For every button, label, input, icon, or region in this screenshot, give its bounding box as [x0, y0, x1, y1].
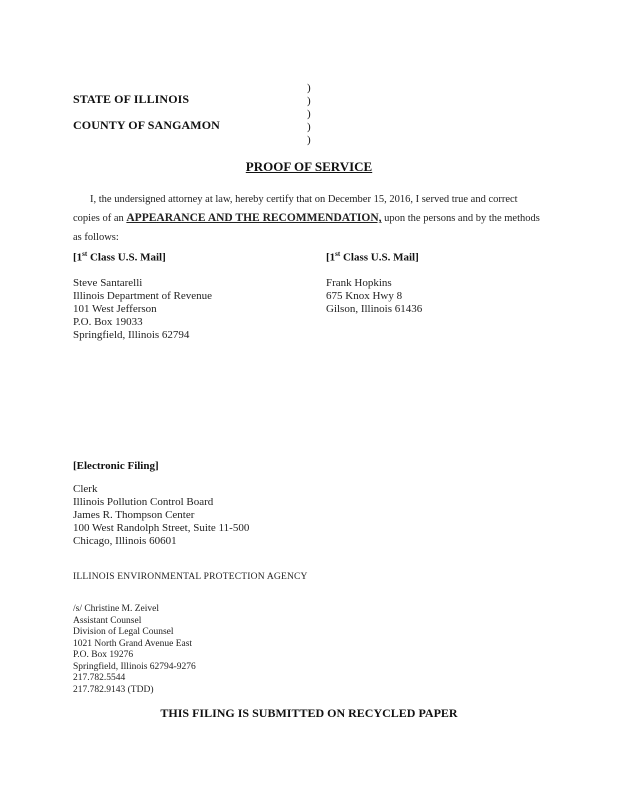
service-method-left	[73, 250, 166, 264]
address-block-electronic	[73, 483, 249, 548]
caption-paren: )	[307, 134, 311, 146]
service-method-right	[326, 250, 419, 264]
caption-state: STATE OF ILLINOIS	[73, 92, 190, 106]
document-names: APPEARANCE AND THE RECOMMENDATION,	[126, 212, 382, 224]
signature-block	[73, 604, 196, 696]
address-line: 100 West Randolph Street, Suite 11-500	[73, 522, 250, 534]
signature-line: 217.782.9143 (TDD)	[73, 684, 154, 695]
service-method-electronic: [Electronic Filing]	[73, 460, 159, 472]
method-suffix: Class U.S. Mail]	[87, 251, 166, 264]
address-line: 101 West Jefferson	[73, 303, 157, 315]
address-line: Steve Santarelli	[73, 277, 143, 289]
address-line: 675 Knox Hwy 8	[326, 290, 403, 302]
body-line-2-post: upon the persons and by the methods	[381, 213, 540, 224]
caption-paren: )	[307, 108, 311, 120]
signature-line: P.O. Box 19276	[73, 650, 134, 660]
caption-paren: )	[307, 95, 311, 107]
method-suffix: Class U.S. Mail]	[340, 251, 419, 264]
method-superscript: st	[335, 250, 341, 258]
address-line: Illinois Pollution Control Board	[73, 496, 214, 508]
method-prefix: [1	[326, 251, 336, 264]
body-line-1: I, the undersigned attorney at law, hereby certify that on December 15, 2016, I served true and correct	[90, 194, 518, 205]
signature-line: /s/ Christine M. Zeivel	[73, 604, 160, 614]
body-line-2	[73, 209, 540, 228]
caption-paren: )	[307, 121, 311, 133]
signature-line: Assistant Counsel	[73, 615, 142, 626]
address-block-left	[73, 277, 212, 342]
address-line: Springfield, Illinois 62794	[73, 329, 190, 341]
address-line: James R. Thompson Center	[73, 509, 195, 521]
address-block-right	[326, 277, 422, 316]
caption-county: COUNTY OF SANGAMON	[73, 118, 220, 132]
caption-paren: )	[307, 82, 311, 94]
address-line: Frank Hopkins	[326, 277, 392, 289]
method-superscript: st	[82, 250, 88, 258]
signature-line: 217.782.5544	[73, 673, 126, 683]
body-line-3: as follows:	[73, 232, 119, 243]
address-line: Gilson, Illinois 61436	[326, 303, 423, 315]
agency-name: ILLINOIS ENVIRONMENTAL PROTECTION AGENCY	[73, 572, 308, 582]
address-line: Clerk	[73, 483, 98, 495]
signature-line: Division of Legal Counsel	[73, 627, 174, 637]
body-line-2-pre: copies of an	[73, 213, 127, 224]
method-prefix: [1	[73, 251, 83, 264]
signature-line: Springfield, Illinois 62794-9276	[73, 661, 196, 672]
document-title: PROOF OF SERVICE	[245, 159, 373, 174]
address-line: P.O. Box 19033	[73, 316, 143, 328]
address-line: Chicago, Illinois 60601	[73, 535, 177, 547]
address-line: Illinois Department of Revenue	[73, 290, 212, 302]
signature-line: 1021 North Grand Avenue East	[73, 638, 193, 649]
recycled-paper-footer: THIS FILING IS SUBMITTED ON RECYCLED PAPER	[160, 706, 458, 720]
